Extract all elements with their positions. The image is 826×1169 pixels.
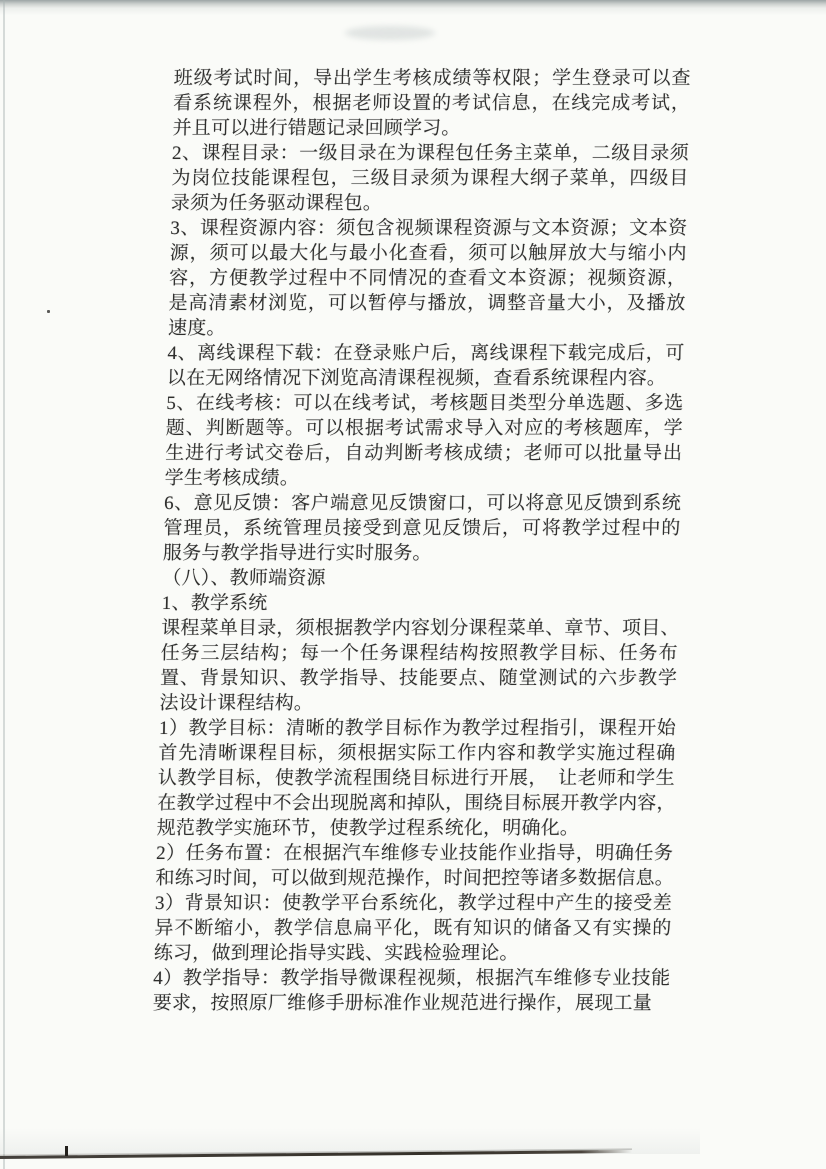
text-block (152, 66, 691, 1016)
text-line: 录须为任务驱动课程包。 (170, 193, 383, 214)
text-line: 为岗位技能课程包，三级目录须为课程大纲子菜单，四级目 (171, 168, 689, 189)
text-line: 置、背景知识、教学指导、技能要点、随堂测试的六步教学 (159, 668, 678, 689)
text-line: 在教学过程中不会出现脱离和掉队，围绕目标展开教学内容， (157, 793, 676, 814)
text-line: 看系统课程外，根据老师设置的考试信息，在线完成考试， (172, 93, 691, 114)
text-line: 并且可以进行错题记录回顾学习。 (172, 118, 461, 139)
text-line: 源，须可以最大化与最小化查看，须可以触屏放大与缩小内 (169, 243, 687, 264)
text-line: 要求，按照原厂维修手册标准作业规范进行操作，展现工量 (152, 993, 653, 1014)
text-line: 班级考试时间，导出学生考核成绩等权限；学生登录可以查 (173, 68, 691, 89)
text-line: 2、课程目录：一级目录在为课程包任务主菜单，二级目录须 (171, 143, 690, 164)
text-line: 法设计课程结构。 (159, 693, 314, 714)
text-line: 速度。 (167, 318, 226, 339)
text-line: 和练习时间，可以做到规范操作，时间把控等诸多数据信息。 (155, 868, 675, 889)
paper-edge-line (0, 1150, 632, 1159)
text-line: 容，方便教学过程中不同情况的查看文本资源；视频资源， (168, 268, 687, 289)
text-line: 6、意见反馈：客户端意见反馈窗口，可以将意见反馈到系统 (163, 493, 682, 514)
text-line: 是高清素材浏览，可以暂停与播放，调整音量大小，及播放 (168, 293, 686, 314)
text-line: （八）、教师端资源 (162, 568, 326, 589)
text-line: 3）背景知识：使教学平台系统化，教学过程中产生的接受差 (154, 893, 673, 914)
text-line: 服务与教学指导进行实时服务。 (162, 543, 432, 564)
text-line: 2）任务布置：在根据汽车维修专业技能作业指导，明确任务 (155, 843, 674, 864)
text-line: 5、在线考核：可以在线考试，考核题目类型分单选题、多选 (166, 393, 684, 414)
text-line: 1）教学目标：清晰的教学目标作为教学过程指引，课程开始 (158, 718, 677, 739)
text-line: 练习，做到理论指导实践、实践检验理论。 (153, 943, 519, 964)
text-line: 题、判断题等。可以根据考试需求导入对应的考核题库，学 (165, 418, 684, 439)
text-line: 生进行考试交卷后，自动判断考核成绩；老师可以批量导出 (164, 443, 683, 464)
text-line: 4）教学指导：教学指导微课程视频，根据汽车维修专业技能 (153, 968, 671, 989)
text-line: 学生考核成绩。 (164, 468, 300, 489)
text-line: 3、课程资源内容：须包含视频课程资源与文本资源；文本资 (170, 218, 688, 239)
text-line: 认教学目标，使教学流程围绕目标进行开展， 让老师和学生 (157, 768, 676, 789)
text-line: 首先清晰课程目标，须根据实际工作内容和教学实施过程确 (158, 743, 676, 764)
text-line: 课程菜单目录，须根据教学内容划分课程菜单、章节、项目、 (160, 618, 680, 639)
scanner-edge-shadow-top (0, 0, 826, 18)
paper-edge-tick (65, 1146, 68, 1156)
text-line: 管理员，系统管理员接受到意见反馈后，可将教学过程中的 (163, 518, 681, 539)
text-line: 4、离线课程下载：在登录账户后，离线课程下载完成后，可 (167, 343, 685, 364)
text-line: 规范教学实施环节，使教学过程系统化，明确化。 (156, 818, 580, 839)
scan-smudge (345, 26, 435, 40)
text-line: 以在无网络情况下浏览高清课程视频，查看系统课程内容。 (166, 368, 667, 389)
text-line: 任务三层结构；每一个任务课程结构按照教学目标、任务布 (160, 643, 678, 664)
scan-speck (47, 310, 50, 313)
scan-left-edge-line (3, 0, 5, 1169)
text-line: 异不断缩小，教学信息扁平化，既有知识的储备又有实操的 (154, 918, 672, 939)
text-line: 1、教学系统 (161, 593, 268, 614)
